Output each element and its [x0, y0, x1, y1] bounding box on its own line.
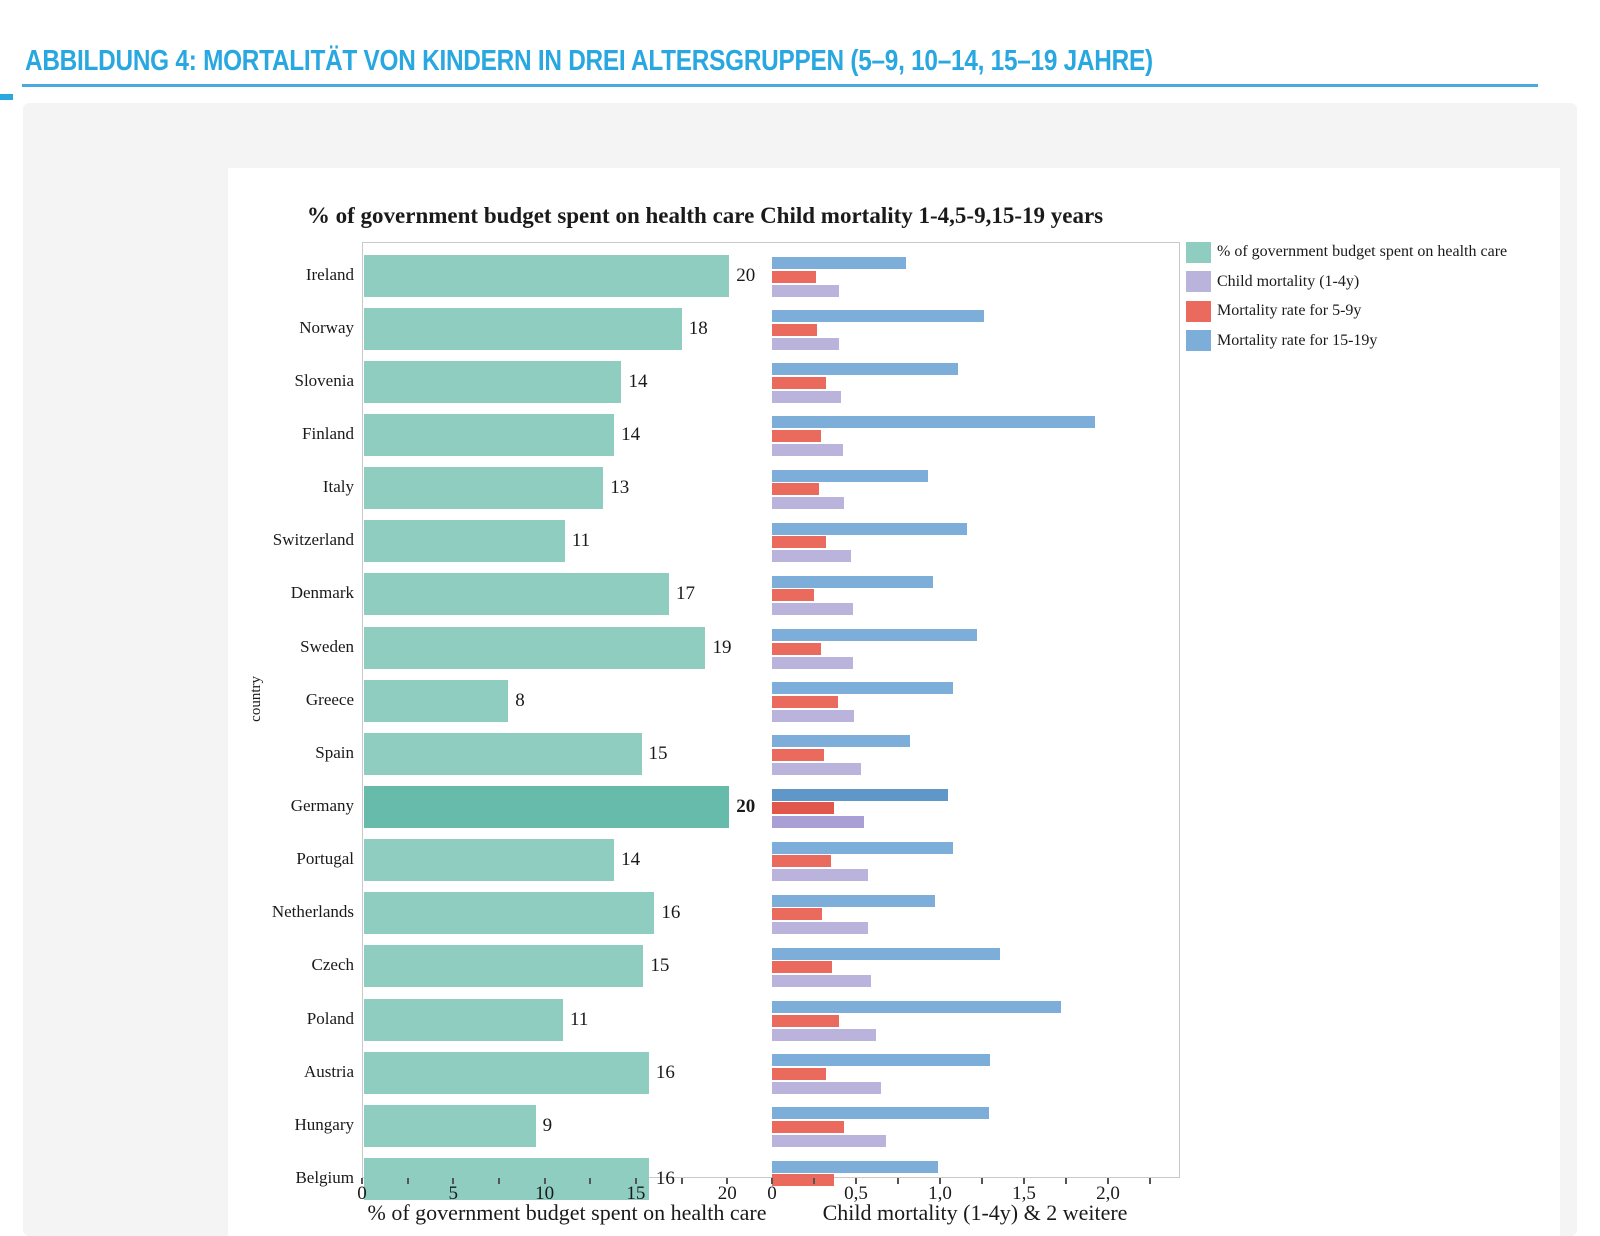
m15-19-bar: [772, 470, 928, 482]
tick-label: 2,0: [1096, 1183, 1120, 1204]
category-label: Denmark: [290, 583, 354, 603]
budget-bar: [364, 414, 614, 456]
m5-9-bar: [772, 961, 832, 973]
m1-4-bar: [772, 391, 841, 403]
tick-label: 15: [626, 1183, 646, 1204]
category-label: Greece: [305, 689, 354, 709]
category-label: Portugal: [296, 849, 354, 869]
tick-mark: [681, 1178, 683, 1184]
category-label: Slovenia: [294, 370, 354, 390]
tick-mark: [1065, 1178, 1067, 1184]
budget-legend-swatch: [1186, 242, 1211, 263]
m1-4-bar: [772, 763, 861, 775]
category-label: Ireland: [305, 264, 354, 284]
category-label: Spain: [315, 742, 354, 762]
figure-heading: ABBILDUNG 4: MORTALITÄT VON KINDERN IN DREI ALTERSGRUPPEN (5–9, 10–14, 15–19 JAHRE): [25, 45, 1153, 77]
bar-value-label: 15: [648, 742, 668, 764]
m5-9-bar: [772, 643, 821, 655]
m15-19-bar: [772, 735, 910, 747]
category-label: Poland: [306, 1008, 354, 1028]
legend-item-m5_9: [1186, 300, 1361, 322]
budget-bar: [364, 520, 565, 562]
m15-19-bar: [772, 1161, 938, 1173]
right-plot-area: [770, 242, 1180, 1178]
bar-value-label: 11: [571, 530, 591, 552]
bar-value-label: 18: [688, 317, 708, 339]
m1-4-bar: [772, 497, 844, 509]
m1-4-bar: [772, 975, 871, 987]
m15-19-bar: [772, 310, 984, 322]
page-edge-accent: [0, 94, 13, 100]
category-label: Switzerland: [272, 530, 354, 550]
bar-value-label: 16: [655, 1061, 675, 1083]
m5-9-bar: [772, 430, 821, 442]
legend-label: Mortality rate for 5-9y: [1217, 302, 1362, 319]
m1_4-legend-swatch: [1186, 271, 1211, 292]
budget-bar: [364, 999, 563, 1041]
m1-4-bar: [772, 922, 868, 934]
legend-item-budget: [1186, 241, 1507, 263]
category-label: Italy: [322, 477, 354, 497]
m5-9-bar: [772, 324, 817, 336]
bar-value-label: 11: [570, 1008, 589, 1030]
budget-bar: [364, 786, 729, 828]
m5-9-bar: [772, 749, 824, 761]
budget-bar: [364, 892, 654, 934]
category-label: Austria: [303, 1061, 354, 1081]
category-label: Sweden: [300, 636, 354, 656]
m1-4-bar: [772, 869, 868, 881]
m5-9-bar: [772, 908, 822, 920]
category-label: Belgium: [295, 1168, 354, 1188]
tick-mark: [589, 1178, 591, 1184]
tick-mark: [897, 1178, 899, 1184]
m5-9-bar: [772, 1015, 839, 1027]
m15-19-bar: [772, 416, 1095, 428]
m5-9-bar: [772, 696, 838, 708]
m5-9-bar: [772, 802, 834, 814]
bar-value-label: 17: [675, 583, 695, 605]
category-label: Hungary: [294, 1114, 354, 1134]
category-label: Netherlands: [271, 902, 354, 922]
budget-bar: [364, 680, 508, 722]
m5-9-bar: [772, 536, 826, 548]
bar-value-label: 8: [515, 689, 525, 711]
m1-4-bar: [772, 1082, 881, 1094]
bar-value-label: 16: [655, 1168, 675, 1190]
m5-9-bar: [772, 1068, 826, 1080]
m1-4-bar: [772, 657, 853, 669]
tick-mark: [813, 1178, 815, 1184]
category-label: Germany: [290, 796, 354, 815]
m5-9-bar: [772, 855, 831, 867]
budget-bar: [364, 945, 643, 987]
bar-value-label: 15: [650, 955, 670, 977]
category-label: Czech: [311, 955, 354, 975]
m15-19-bar: [772, 576, 933, 588]
m15-19-bar: [772, 1001, 1061, 1013]
tick-mark: [498, 1178, 500, 1184]
bar-value-label: 16: [661, 902, 681, 924]
m15-19-bar: [772, 948, 1000, 960]
m1-4-bar: [772, 285, 839, 297]
bar-value-label: 9: [542, 1114, 553, 1136]
m1-4-bar: [772, 1029, 876, 1041]
category-label: Norway: [299, 317, 354, 337]
legend-label: % of government budget spent on health care: [1217, 243, 1508, 260]
m15-19-bar: [772, 789, 948, 801]
tick-label: 20: [717, 1183, 737, 1204]
tick-label: 1,0: [928, 1183, 952, 1204]
budget-bar: [364, 839, 614, 881]
category-label: Finland: [302, 423, 354, 443]
m15-19-bar: [772, 842, 953, 854]
legend-label: Child mortality (1-4y): [1217, 272, 1360, 290]
tick-label: 1,5: [1012, 1183, 1036, 1204]
m15-19-bar: [772, 363, 958, 375]
x-axis-label-left: % of government budget spent on health care: [367, 1200, 767, 1225]
m15-19-bar: [772, 523, 967, 535]
x-axis-label-right: Child mortality (1-4y) & 2 weitere: [822, 1200, 1128, 1225]
m1-4-bar: [772, 550, 851, 562]
budget-bar: [364, 573, 669, 615]
m1-4-bar: [772, 603, 853, 615]
m1-4-bar: [772, 1135, 886, 1147]
tick-label: 0: [357, 1183, 367, 1204]
heading-rule: [22, 84, 1538, 87]
budget-bar: [364, 1105, 536, 1147]
tick-mark: [1149, 1178, 1151, 1184]
tick-label: 10: [535, 1183, 555, 1204]
tick-mark: [407, 1178, 409, 1184]
budget-bar: [364, 361, 621, 403]
bar-value-label: 19: [712, 636, 732, 658]
m5-9-bar: [772, 483, 819, 495]
tick-label: 5: [448, 1183, 459, 1204]
bar-value-label: 14: [621, 849, 641, 871]
m15-19-bar: [772, 1107, 989, 1119]
m5-9-bar: [772, 589, 814, 601]
m15-19-bar: [772, 629, 977, 641]
chart-title: % of government budget spent on health care Child mortality 1-4,5-9,15-19 years: [306, 203, 1104, 228]
budget-bar: [364, 467, 603, 509]
budget-bar: [364, 1052, 649, 1094]
m15-19-bar: [772, 895, 935, 907]
m15-19-bar: [772, 257, 906, 269]
budget-bar: [364, 255, 729, 297]
m1-4-bar: [772, 710, 854, 722]
budget-bar: [364, 733, 642, 775]
m15-19-bar: [772, 1054, 990, 1066]
m1-4-bar: [772, 816, 864, 828]
m15_19-legend-swatch: [1186, 330, 1211, 351]
left-plot-area: [362, 242, 772, 1190]
legend-item-m15_19: [1186, 330, 1377, 352]
tick-mark: [981, 1178, 983, 1184]
tick-label: 0,5: [844, 1183, 868, 1204]
m15-19-bar: [772, 682, 953, 694]
bar-value-label: 20: [736, 796, 756, 817]
bar-value-label: 14: [628, 370, 648, 392]
m1-4-bar: [772, 338, 839, 350]
y-axis-label: country: [248, 676, 264, 722]
m5-9-bar: [772, 377, 826, 389]
m5_9-legend-swatch: [1186, 301, 1211, 322]
legend-label: Mortality rate for 15-19y: [1217, 331, 1378, 349]
tick-label: 0: [767, 1183, 777, 1204]
legend-item-m1_4: [1186, 271, 1359, 293]
m5-9-bar: [772, 1121, 844, 1133]
bar-value-label: 20: [736, 264, 756, 286]
m5-9-bar: [772, 271, 816, 283]
bar-value-label: 14: [621, 423, 641, 445]
budget-bar: [364, 627, 705, 669]
bar-value-label: 13: [610, 477, 630, 499]
budget-bar: [364, 308, 682, 350]
m1-4-bar: [772, 444, 843, 456]
